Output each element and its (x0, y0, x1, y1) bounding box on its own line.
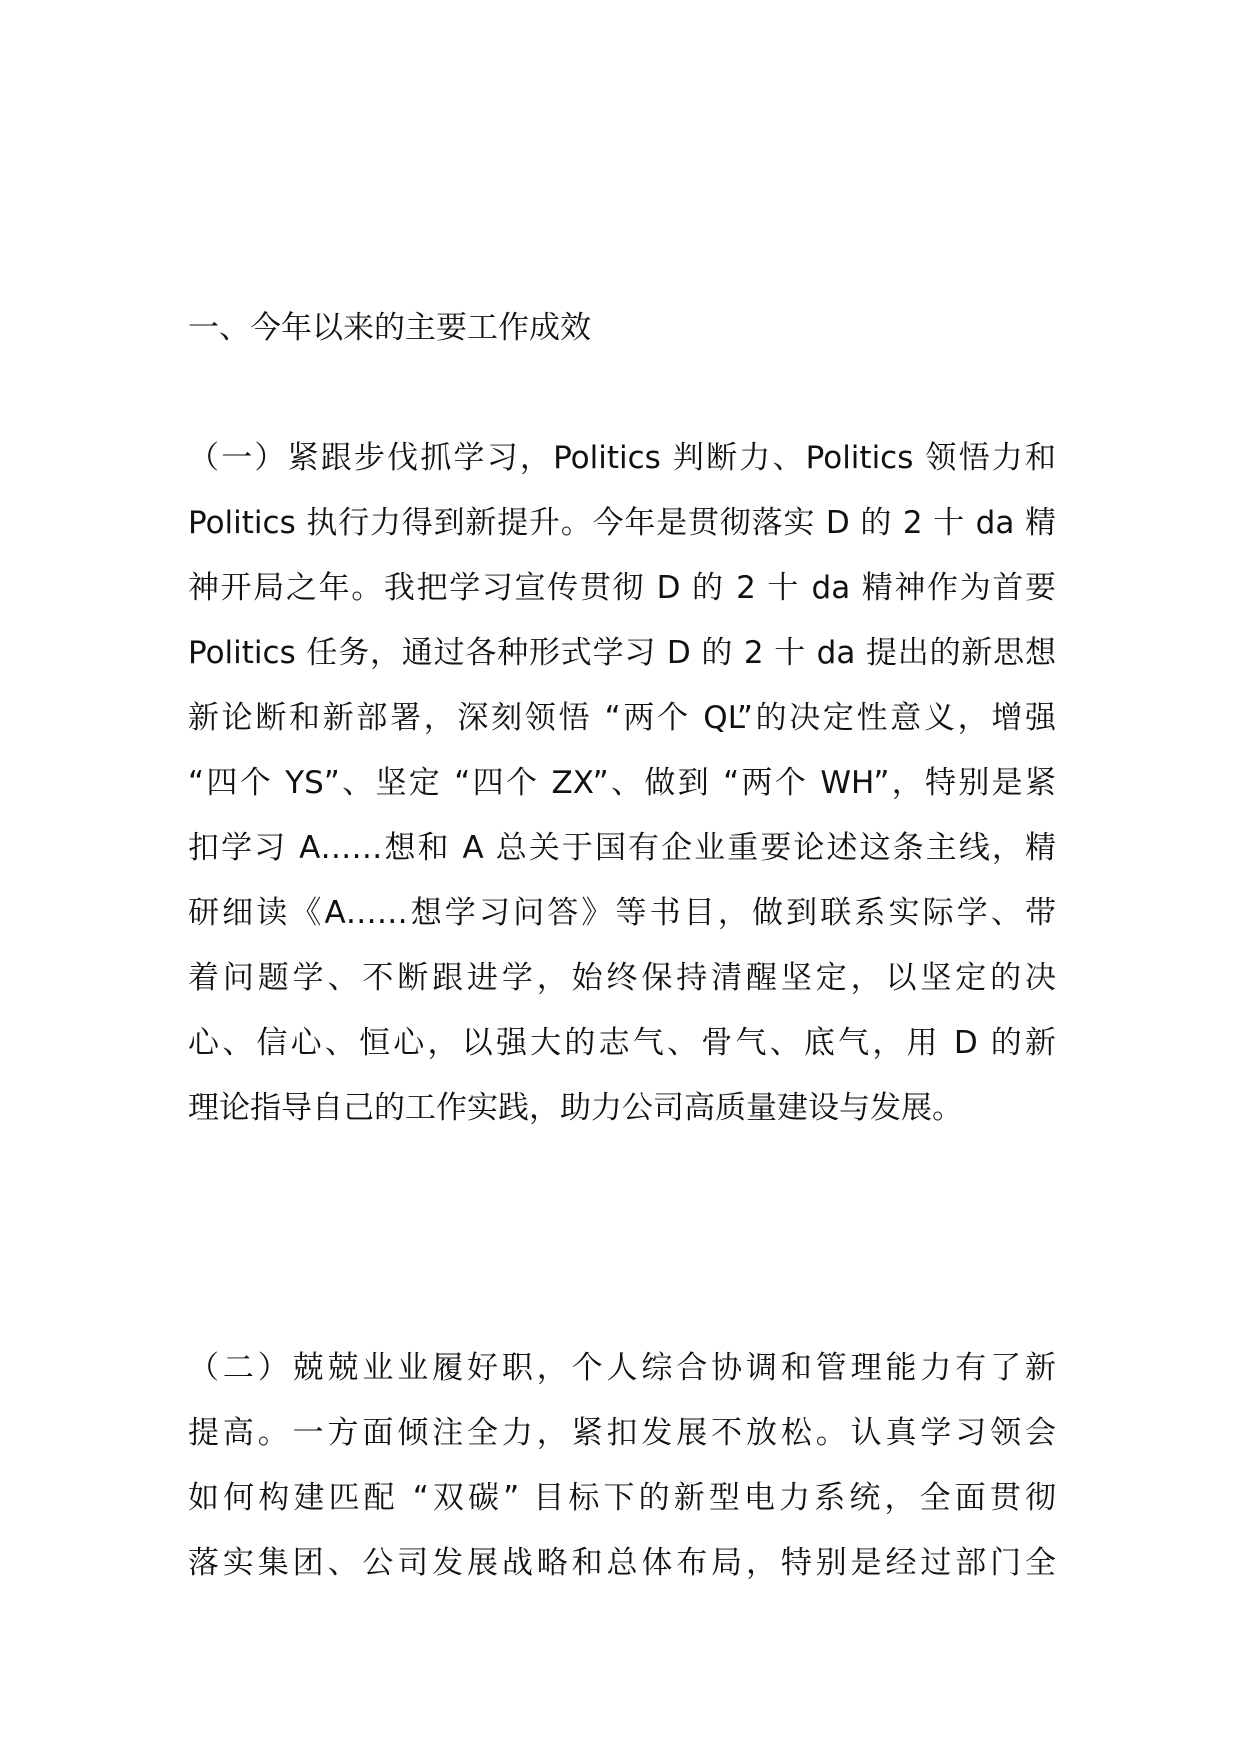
paragraph-line: 研细读《A……想学习问答》等书目，做到联系实际学、带 (188, 895, 1056, 931)
paragraph-duty-section (188, 1336, 1056, 1596)
paragraph-line: 如何构建匹配 “双碳” 目标下的新型电力系统，全面贯彻 (188, 1480, 1056, 1516)
paragraph-line: Politics 执行力得到新提升。今年是贯彻落实 D 的 2 十 da 精 (188, 505, 1056, 541)
paragraph-line: （一）紧跟步伐抓学习，Politics 判断力、Politics 领悟力和 (188, 440, 1056, 476)
paragraph-line: Politics 任务，通过各种形式学习 D 的 2 十 da 提出的新思想 (188, 635, 1056, 671)
paragraph-line: 提高。一方面倾注全力，紧扣发展不放松。认真学习领会 (188, 1415, 1056, 1451)
section-heading: 一、今年以来的主要工作成效 (188, 310, 591, 346)
paragraph-line: 神开局之年。我把学习宣传贯彻 D 的 2 十 da 精神作为首要 (188, 570, 1056, 606)
paragraph-line: 心、信心、恒心，以强大的志气、骨气、底气，用 D 的新 (188, 1025, 1056, 1061)
spacer (188, 1141, 1056, 1336)
paragraph-line: 落实集团、公司发展战略和总体布局，特别是经过部门全 (188, 1545, 1056, 1581)
document-body (188, 296, 1056, 1596)
paragraph-line: 扣学习 A……想和 A 总关于国有企业重要论述这条主线，精 (188, 830, 1056, 866)
paragraph-line: 着问题学、不断跟进学，始终保持清醒坚定，以坚定的决 (188, 960, 1056, 996)
paragraph-line: 新论断和新部署，深刻领悟 “两个 QL”的决定性意义，增强 (188, 700, 1056, 736)
paragraph-line: “四个 YS”、坚定 “四个 ZX”、做到 “两个 WH”，特别是紧 (188, 765, 1056, 801)
spacer (188, 361, 1056, 426)
paragraph-study-section (188, 426, 1056, 1141)
paragraph-line: （二）兢兢业业履好职，个人综合协调和管理能力有了新 (188, 1350, 1056, 1386)
paragraph-line: 理论指导自己的工作实践，助力公司高质量建设与发展。 (188, 1090, 963, 1126)
